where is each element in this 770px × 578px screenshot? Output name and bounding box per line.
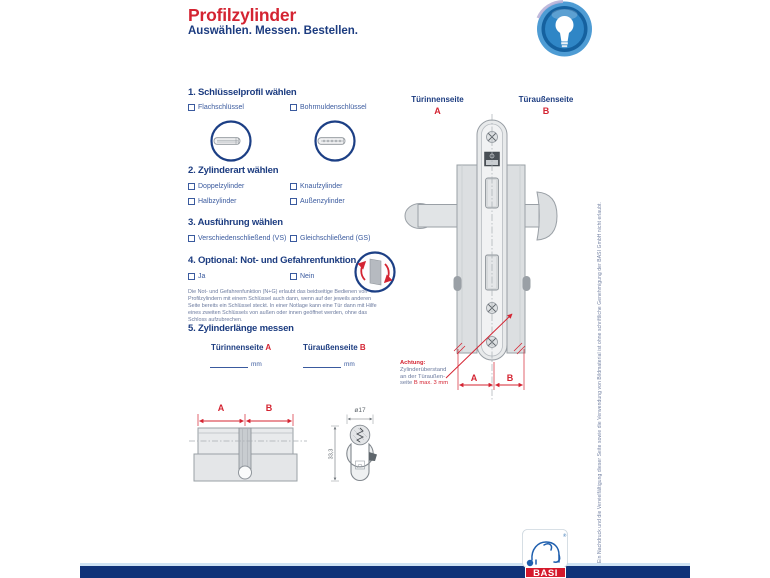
registered-mark: ® [563,533,567,538]
step2-heading: 2. Zylinderart wählen [188,165,279,176]
height-label: 33,3 [328,448,335,460]
emergency-function-icon [353,250,397,294]
option-gleichschliessend [290,235,370,242]
option-flachschluessel [188,104,244,111]
vertical-copyright-text: Ein Nachdruck und die Vervielfältigung dieser Seite sowie die Verwendung von Bildmaterial ist ohne schriftliche Genehmigung der BASI GmbH nicht erlaubt. [597,202,603,563]
option-label: Halbzylinder [198,198,237,205]
footer-bar [80,566,690,578]
door-leaf-inner [457,165,477,353]
emergency-function-note: Die Not- und Gefahrenfunktion (N+G) erlaubt das beidseitige Bedienen von Profilzylindern mit einem Schlüssel auch dann, wenn auf der jeweils anderen Seite bereits ein Schlüssel steckt. In einer Notlage kann eine Tür dann mit Hilfe eines zweiten Schlüssels von außen oder innen geöffnet werden, ohne das Schloss aufzubrechen. [188,289,377,323]
option-label: Bohrmuldenschlüssel [300,104,367,111]
measure-col-outer-label: Türaußenseite B [303,343,366,352]
door-dim-a-label: A [470,373,478,383]
option-knaufzylinder [290,183,342,190]
option-label: Außenzylinder [300,198,345,205]
dim-b-label: B [265,403,273,413]
door-lock-cross-section-diagram [400,92,590,405]
option-label: Ja [198,273,206,280]
dimple-key-profile-icon [313,119,357,163]
door-inner-side-letter: A [434,106,441,116]
door-outer-side-label: Türaußenseite [518,95,574,104]
step5-heading: 5. Zylinderlänge messen [188,323,294,334]
door-knob [537,192,557,240]
lightbulb-icon [533,0,596,58]
measure-field-b [303,356,355,368]
option-label: Doppelzylinder [198,183,245,190]
letter-a: A [265,343,272,352]
checkbox-doppelzylinder[interactable] [188,183,195,190]
option-label: Flachschlüssel [198,104,244,111]
option-verschiedenschliessend [188,235,286,242]
page-title: Profilzylinder [188,5,297,25]
option-aussenzylinder [290,198,345,205]
step4-heading: 4. Optional: Not- und Gefahrenfunktion [188,255,357,266]
option-ja [188,273,205,280]
unit-label: mm [251,361,262,368]
dim-a-label: A [217,403,225,413]
cylinder-front-view-diagram [325,402,387,488]
checkbox-bohrmuldenschluessel[interactable] [290,104,297,111]
option-halbzylinder [188,198,237,205]
brand-name: BASI [533,568,558,578]
door-dim-b-label: B [506,373,514,383]
warning-note: Achtung: Zylinderüberstand an der Türaußen- seite B max. 3 mm [400,360,449,387]
length-input-b[interactable] [303,356,341,368]
option-label: Knaufzylinder [300,183,343,190]
option-nein [290,273,314,280]
cylinder-side-view-diagram [186,400,310,490]
diameter-label: ø17 [354,407,366,414]
measure-col-inner-label: Türinnenseite A [211,343,272,352]
option-bohrmuldenschluessel [290,104,367,111]
unit-label: mm [344,361,355,368]
door-inner-side-label: Türinnenseite [411,95,464,104]
checkbox-knaufzylinder[interactable] [290,183,297,190]
letter-b: B [359,343,366,352]
checkbox-halbzylinder[interactable] [188,198,195,205]
checkbox-nein[interactable] [290,273,297,280]
flat-key-profile-icon [209,119,253,163]
checkbox-flachschluessel[interactable] [188,104,195,111]
length-input-a[interactable] [210,356,248,368]
option-label: Nein [300,273,315,280]
option-label: Gleichschließend (GS) [300,235,371,242]
measure-field-a [210,356,262,368]
door-outer-side-letter: B [542,106,550,116]
warning-title: Achtung: [400,360,426,366]
checkbox-verschiedenschliessend[interactable] [188,235,195,242]
basi-logo [521,529,570,578]
checkbox-ja[interactable] [188,273,195,280]
checkbox-aussenzylinder[interactable] [290,198,297,205]
option-doppelzylinder [188,183,244,190]
door-leaf-outer [507,165,525,353]
step1-heading: 1. Schlüsselprofil wählen [188,87,297,98]
step3-heading: 3. Ausführung wählen [188,217,283,228]
page-subtitle: Auswählen. Messen. Bestellen. [188,25,359,37]
option-label: Verschiedenschließend (VS) [198,235,287,242]
checkbox-gleichschliessend[interactable] [290,235,297,242]
